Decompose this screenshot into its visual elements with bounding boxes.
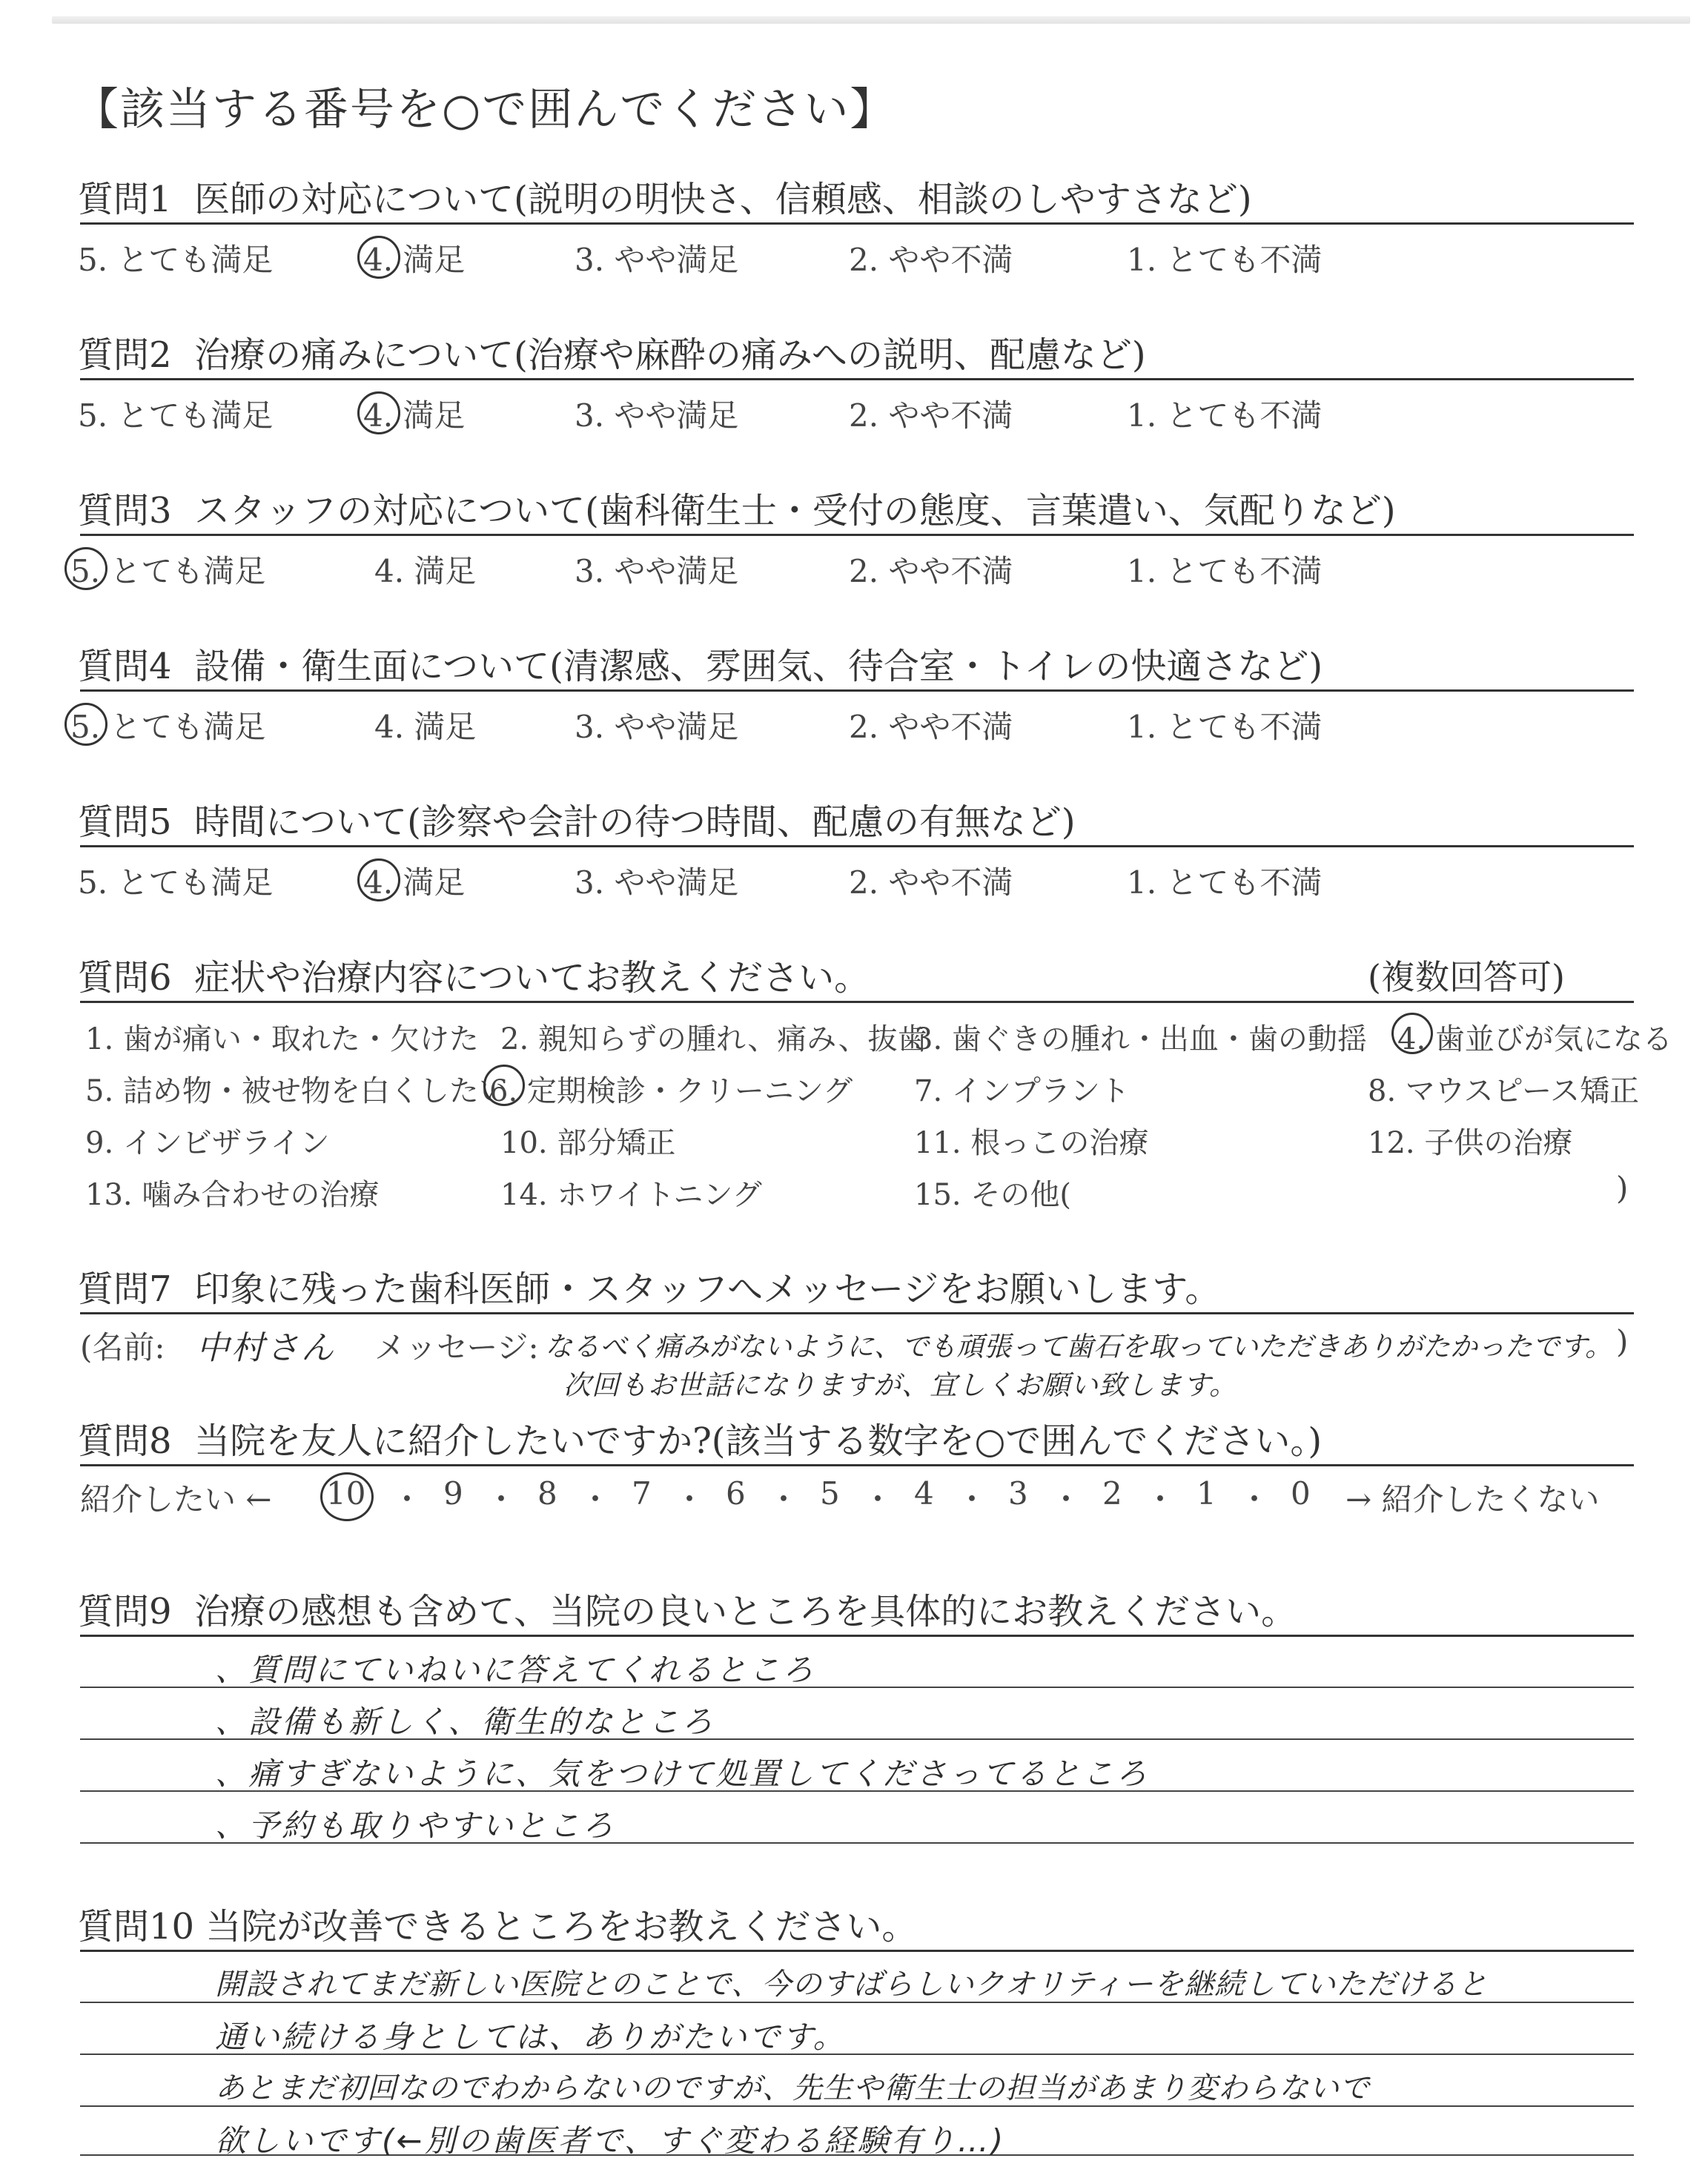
- scale-dot: ・: [674, 1481, 706, 1518]
- recommend-left-label: 紹介したい ←: [80, 1481, 272, 1518]
- q5-option-3[interactable]: 3. やや満足: [575, 864, 739, 901]
- divider: [80, 222, 1634, 225]
- message-line-1[interactable]: なるべく痛みがないように、でも頑張って歯石を取っていただきありがたかったです。: [545, 1331, 1613, 1363]
- divider: [80, 1950, 1634, 1952]
- q6-choice-14[interactable]: 14. ホワイトニング: [500, 1178, 762, 1212]
- q9-answer-2[interactable]: 、設備も新しく、衛生的なところ: [215, 1704, 715, 1740]
- q6-choice-4[interactable]: 4. 歯並びが気になる: [1397, 1016, 1672, 1058]
- score-8[interactable]: 8: [537, 1475, 557, 1512]
- scale-dot: ・: [391, 1481, 423, 1518]
- question-3-label: 質問3: [78, 490, 172, 532]
- divider: [80, 378, 1634, 380]
- q6-choice-12[interactable]: 12. 子供の治療: [1368, 1126, 1573, 1160]
- q6-choice-3[interactable]: 3. 歯ぐきの腫れ・出血・歯の動揺: [914, 1022, 1367, 1056]
- question-4: [78, 638, 1323, 689]
- q10-answer-1[interactable]: 開設されてまだ新しい医院とのことで、今のすばらしいクオリティーを継続していただけると: [215, 1968, 1489, 2002]
- multiple-answers-note: (複数回答可): [1368, 957, 1565, 997]
- question-7: [78, 1260, 1220, 1311]
- score-9[interactable]: 9: [443, 1475, 463, 1512]
- q3-option-2[interactable]: 2. やや不満: [849, 553, 1013, 589]
- question-9-label: 質問9: [78, 1591, 172, 1632]
- scale-dot: ・: [1050, 1481, 1082, 1518]
- q5-option-2[interactable]: 2. やや不満: [849, 864, 1013, 901]
- q6-choice-6[interactable]: 6. 定期検診・クリーニング: [489, 1068, 853, 1110]
- question-1: [78, 171, 1252, 222]
- q6-choice-15[interactable]: 15. その他(: [914, 1178, 1071, 1212]
- score-4[interactable]: 4: [914, 1475, 934, 1512]
- question-7-text: 印象に残った歯科医師・スタッフへメッセージをお願いします。: [194, 1268, 1221, 1310]
- q2-option-1[interactable]: 1. とても不満: [1127, 397, 1323, 434]
- divider: [80, 1635, 1634, 1637]
- page-title: 【該当する番号を○で囲んでください】: [74, 84, 896, 136]
- q1-option-3[interactable]: 3. やや満足: [575, 242, 739, 278]
- question-2: [78, 326, 1146, 377]
- q4-option-5[interactable]: 5. とても満足: [70, 703, 265, 747]
- q6-choice-2[interactable]: 2. 親知らずの腫れ、痛み、抜歯: [500, 1022, 927, 1056]
- scale-dot: ・: [768, 1481, 800, 1518]
- score-7[interactable]: 7: [632, 1475, 652, 1512]
- q6-choice-13[interactable]: 13. 噛み合わせの治療: [85, 1178, 380, 1212]
- q2-option-4[interactable]: 4. 満足: [363, 391, 465, 436]
- question-1-label: 質問1: [78, 179, 172, 220]
- q1-option-5[interactable]: 5. とても満足: [78, 242, 274, 278]
- q1-option-2[interactable]: 2. やや不満: [849, 242, 1013, 278]
- scale-dot: ・: [1239, 1481, 1271, 1518]
- question-5-text: 時間について(診察や会計の待つ時間、配慮の有無など): [194, 801, 1076, 843]
- q6-choice-1[interactable]: 1. 歯が痛い・取れた・欠けた: [85, 1022, 479, 1056]
- question-4-label: 質問4: [78, 646, 172, 687]
- q6-choice-10[interactable]: 10. 部分矯正: [500, 1126, 676, 1160]
- divider: [80, 845, 1634, 847]
- q6-choice-7[interactable]: 7. インプラント: [914, 1074, 1130, 1108]
- question-10-text: 当院が改善できるところをお教えください。: [205, 1906, 918, 1947]
- q2-option-2[interactable]: 2. やや不満: [849, 397, 1013, 434]
- name-value[interactable]: 中村さん: [196, 1329, 336, 1367]
- q3-option-4[interactable]: 4. 満足: [374, 553, 477, 589]
- scale-dot: ・: [1145, 1481, 1176, 1518]
- question-6-text: 症状や治療内容についてお教えください。: [194, 957, 870, 999]
- question-6-label: 質問6: [78, 957, 172, 999]
- score-10[interactable]: 10: [326, 1475, 366, 1512]
- q6-choice-11[interactable]: 11. 根っこの治療: [914, 1126, 1149, 1160]
- divider: [80, 534, 1634, 536]
- q3-option-5[interactable]: 5. とても満足: [70, 547, 265, 592]
- q10-answer-3[interactable]: あとまだ初回なのでわからないのですが、先生や衛生士の担当があまり変わらないで: [215, 2071, 1370, 2105]
- question-4-text: 設備・衛生面について(清潔感、雰囲気、待合室・トイレの快適さなど): [194, 646, 1323, 687]
- question-2-text: 治療の痛みについて(治療や麻酔の痛みへの説明、配慮など): [194, 334, 1146, 376]
- q4-option-2[interactable]: 2. やや不満: [849, 709, 1013, 745]
- question-8-text: 当院を友人に紹介したいですか?(該当する数字を○で囲んでください。): [194, 1420, 1323, 1462]
- message-label: メッセージ:: [374, 1329, 539, 1366]
- question-9: [78, 1583, 1297, 1634]
- q9-answer-3[interactable]: 、痛すぎないように、気をつけて処置してくださってるところ: [215, 1755, 1150, 1792]
- q9-answer-4[interactable]: 、予約も取りやすいところ: [215, 1807, 616, 1844]
- q10-answer-4[interactable]: 欲しいです(←別の歯医者で、すぐ変わる経験有り…): [215, 2122, 1006, 2159]
- q2-option-3[interactable]: 3. やや満足: [575, 397, 739, 434]
- q4-option-1[interactable]: 1. とても不満: [1127, 709, 1323, 745]
- scale-dot: ・: [956, 1481, 988, 1518]
- message-close-paren: ): [1616, 1323, 1629, 1360]
- q5-option-4[interactable]: 4. 満足: [363, 858, 465, 903]
- question-7-label: 質問7: [78, 1268, 172, 1310]
- scale-dot: ・: [486, 1481, 517, 1518]
- q4-option-4[interactable]: 4. 満足: [374, 709, 477, 745]
- score-1[interactable]: 1: [1196, 1475, 1217, 1512]
- score-6[interactable]: 6: [726, 1475, 746, 1512]
- question-10-label: 質問10: [78, 1906, 195, 1947]
- question-6: [78, 949, 870, 1000]
- question-3-text: スタッフの対応について(歯科衛生士・受付の態度、言葉遣い、気配りなど): [194, 490, 1396, 532]
- q6-choice-9[interactable]: 9. インビザライン: [85, 1126, 330, 1160]
- score-3[interactable]: 3: [1008, 1475, 1028, 1512]
- recommend-right-label: → 紹介したくない: [1345, 1481, 1600, 1518]
- q6-other-close-paren: ): [1616, 1170, 1629, 1206]
- q4-option-3[interactable]: 3. やや満足: [575, 709, 739, 745]
- question-1-text: 医師の対応について(説明の明快さ、信頼感、相談のしやすさなど): [194, 179, 1252, 220]
- divider: [80, 689, 1634, 692]
- name-label: (名前:: [80, 1329, 165, 1366]
- question-8: [78, 1412, 1322, 1463]
- q5-option-5[interactable]: 5. とても満足: [78, 864, 274, 901]
- question-10: [78, 1898, 917, 1949]
- question-3: [78, 482, 1396, 533]
- message-line-2[interactable]: 次回もお世話になりますが、宜しくお願い致します。: [563, 1369, 1238, 1401]
- question-8-label: 質問8: [78, 1420, 172, 1462]
- question-9-text: 治療の感想も含めて、当院の良いところを具体的にお教えください。: [194, 1591, 1297, 1632]
- question-2-label: 質問2: [78, 334, 172, 376]
- q3-option-3[interactable]: 3. やや満足: [575, 553, 739, 589]
- divider: [80, 1001, 1634, 1003]
- q1-option-1[interactable]: 1. とても不満: [1127, 242, 1323, 278]
- q6-choice-8[interactable]: 8. マウスピース矯正: [1368, 1074, 1640, 1108]
- divider: [80, 1312, 1634, 1314]
- q1-option-4[interactable]: 4. 満足: [363, 236, 465, 280]
- score-2[interactable]: 2: [1102, 1475, 1122, 1512]
- scan-edge: [52, 16, 1690, 24]
- divider: [80, 1464, 1634, 1466]
- q9-answer-1[interactable]: 、質問にていねいに答えてくれるところ: [215, 1652, 816, 1688]
- q6-choice-5[interactable]: 5. 詰め物・被せ物を白くしたい: [85, 1074, 509, 1108]
- q5-option-1[interactable]: 1. とても不満: [1127, 864, 1323, 901]
- q10-answer-2[interactable]: 通い続ける身としては、ありがたいです。: [215, 2019, 847, 2055]
- scale-dot: ・: [580, 1481, 612, 1518]
- q2-option-5[interactable]: 5. とても満足: [78, 397, 274, 434]
- question-5-label: 質問5: [78, 801, 172, 843]
- question-5: [78, 793, 1076, 844]
- score-0[interactable]: 0: [1291, 1475, 1311, 1512]
- q3-option-1[interactable]: 1. とても不満: [1127, 553, 1323, 589]
- score-5[interactable]: 5: [820, 1475, 840, 1512]
- scale-dot: ・: [862, 1481, 894, 1518]
